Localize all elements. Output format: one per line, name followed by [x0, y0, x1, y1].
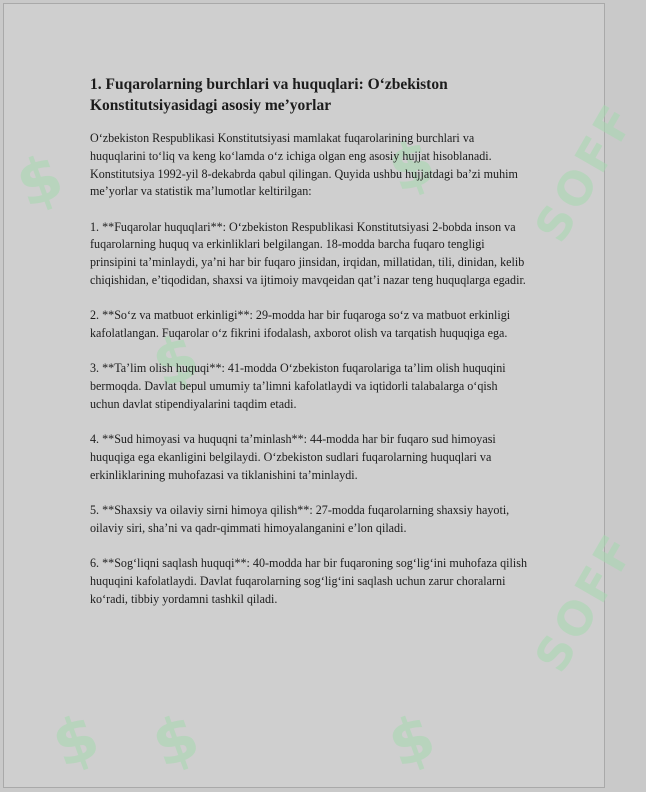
watermark-text: SOFF — [524, 523, 646, 681]
paragraph-health-right: 6. **Sog‘liqni saqlash huquqi**: 40-modda har bir fuqaroning sog‘lig‘ini muhofaza qilish huquqini kafolatlaydi. Davlat fuqarolarning sog‘lig‘ini saqlash uchun zarur choralarni ko‘radi, tibbiy yordamni tashkil qiladi. — [90, 556, 527, 606]
paragraph-citizen-rights: 1. **Fuqarolar huquqlari**: O‘zbekiston Respublikasi Konstitutsiyasi 2-bobda inson va fuqarolarning huquq va erkinliklari belgilangan. 18-modda barcha fuqaro tengligi prinsipini ta’minlaydi, ya’ni har bir fuqaro jinsidan, irqidan, millatidan, tili, dinidan, kelib chiqishidan, e’tiqodidan, shaxsi va ijtimoiy mavqeidan qat’i nazar teng huquqlarga egadir. — [90, 219, 526, 288]
document-title: 1. Fuqarolarning burchlari va huquqlari: O‘zbekiston Konstitutsiyasidagi asosiy me’yorlar — [90, 76, 448, 114]
paragraph-speech-freedom: 2. **So‘z va matbuot erkinligi**: 29-modda har bir fuqaroga so‘z va matbuot erkinligi kafolatlangan. Fuqarolar o‘z fikrini ifodalash, axborot olish va tarqatish huquqiga ega. — [90, 308, 511, 341]
document-body — [90, 74, 530, 626]
watermark-dollar-icon: $ — [378, 698, 445, 783]
watermark-text: SOFF — [524, 93, 646, 251]
watermark-dollar-icon: $ — [142, 318, 209, 403]
document-page — [3, 3, 646, 788]
paragraph-education-right: 3. **Ta’lim olish huquqi**: 41-modda O‘zbekiston fuqarolariga ta’lim olish huquqini bermoqda. Davlat bepul umumiy ta’limni kafolatlaydi va iqtidorli talabalarga o‘qish uchun davlat stipendiyalarini taqdim etadi. — [90, 361, 506, 412]
paragraph-privacy: 5. **Shaxsiy va oilaviy sirni himoya qilish**: 27-modda fuqarolarning shaxsiy hayoti, oilaviy siri, sha’ni va qadr-qimmati himoyalanganini e’lon qiladi. — [90, 503, 510, 536]
watermark-dollar-icon: $ — [6, 138, 73, 223]
paragraph-court-protection: 4. **Sud himoyasi va huquqni ta’minlash**: 44-modda har bir fuqaro sud himoyasi huquqiga ega ekanligini belgilaydi. O‘zbekiston sudlari fuqarolarning huquqlari va erkinliklarining muhofazasi va tiklanishini ta’minlaydi. — [90, 432, 496, 482]
watermark-dollar-icon: $ — [42, 698, 109, 783]
watermark-dollar-icon: $ — [378, 123, 445, 208]
watermark-dollar-icon: $ — [142, 698, 209, 783]
intro-paragraph: O‘zbekiston Respublikasi Konstitutsiyasi mamlakat fuqarolarining burchlari va huquqlarini to‘liq va keng ko‘lamda o‘z ichiga olgan eng asosiy hujjat hisoblanadi. Konstitutsiya 1992-yil 8-dekabrda qabul qilingan. Quyida ushbu hujjatdagi ba’zi muhim me’yorlar va statistik ma’lumotlar keltirilgan: — [90, 131, 518, 199]
